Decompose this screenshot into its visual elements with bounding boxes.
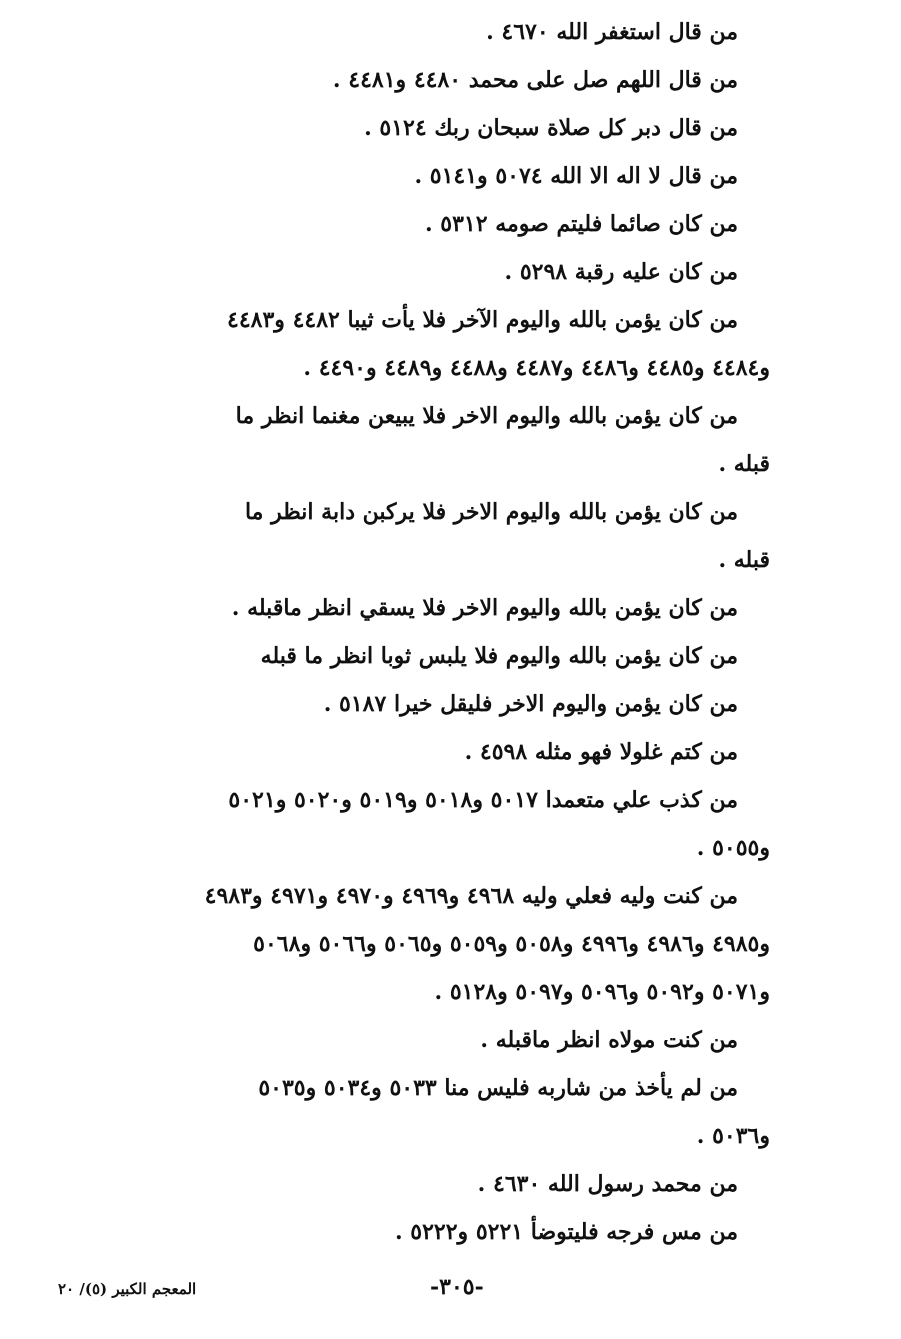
index-entry-continuation: قبله . [718, 451, 770, 477]
index-entry: من كان يؤمن بالله واليوم الاخر فلا يبيعن مغنما انظر ما [235, 403, 738, 429]
index-entry-continuation: و٥٠٥٥ . [696, 835, 770, 861]
index-entry: من كان يؤمن بالله واليوم الاخر فلا يسقي انظر ماقبله . [231, 595, 738, 621]
index-entry: من قال لا اله الا الله ٥٠٧٤ و٥١٤١ . [414, 163, 738, 189]
index-entry: من كان صائما فليتم صومه ٥٣١٢ . [424, 211, 738, 237]
index-entry-continuation: و٥٠٣٦ . [696, 1123, 770, 1149]
index-entry: من قال استغفر الله ٤٦٧٠ . [486, 19, 738, 45]
index-entry: من قال اللهم صل على محمد ٤٤٨٠ و٤٤٨١ . [332, 67, 738, 93]
index-entry-continuation: قبله . [718, 547, 770, 573]
index-entry-continuation: و٤٤٨٤ و٤٤٨٥ و٤٤٨٦ و٤٤٨٧ و٤٤٨٨ و٤٤٨٩ و٤٤٩٠ . [303, 355, 770, 381]
page-footer [0, 1274, 901, 1314]
index-entry: من كان يؤمن واليوم الاخر فليقل خيرا ٥١٨٧ . [323, 691, 738, 717]
index-entry: من كتم غلولا فهو مثله ٤٥٩٨ . [464, 739, 738, 765]
index-entry: من كان عليه رقبة ٥٢٩٨ . [504, 259, 738, 285]
index-entry: من كان يؤمن بالله واليوم فلا يلبس ثوبا انظر ما قبله [260, 643, 738, 669]
index-entry: من كان يؤمن بالله واليوم الآخر فلا يأت ثيبا ٤٤٨٢ و٤٤٨٣ [227, 307, 738, 333]
index-entry-continuation: و٥٠٧١ و٥٠٩٢ و٥٠٩٦ و٥٠٩٧ و٥١٢٨ . [434, 979, 770, 1005]
footer-source-reference: المعجم الكبير (٥)/ ٢٠ [58, 1280, 197, 1298]
index-entry-continuation: و٤٩٨٥ و٤٩٨٦ و٤٩٩٦ و٥٠٥٨ و٥٠٥٩ و٥٠٦٥ و٥٠٦٦ و٥٠٦٨ [253, 931, 770, 957]
index-entry: من لم يأخذ من شاربه فليس منا ٥٠٣٣ و٥٠٣٤ و٥٠٣٥ [258, 1075, 738, 1101]
index-entry: من كنت مولاه انظر ماقبله . [480, 1027, 738, 1053]
index-entries [125, 8, 770, 1256]
index-entry: من كذب علي متعمدا ٥٠١٧ و٥٠١٨ و٥٠١٩ و٥٠٢٠ و٥٠٢١ [228, 787, 738, 813]
index-entry: من قال دبر كل صلاة سبحان ربك ٥١٢٤ . [364, 115, 738, 141]
index-entry: من مس فرجه فليتوضأ ٥٢٢١ و٥٢٢٢ . [394, 1219, 738, 1245]
index-entry: من محمد رسول الله ٤٦٣٠ . [477, 1171, 738, 1197]
index-entry: من كنت وليه فعلي وليه ٤٩٦٨ و٤٩٦٩ و٤٩٧٠ و٤٩٧١ و٤٩٨٣ [204, 883, 738, 909]
page-number: -٣٠٥- [430, 1274, 484, 1300]
index-entry: من كان يؤمن بالله واليوم الاخر فلا يركبن دابة انظر ما [244, 499, 738, 525]
